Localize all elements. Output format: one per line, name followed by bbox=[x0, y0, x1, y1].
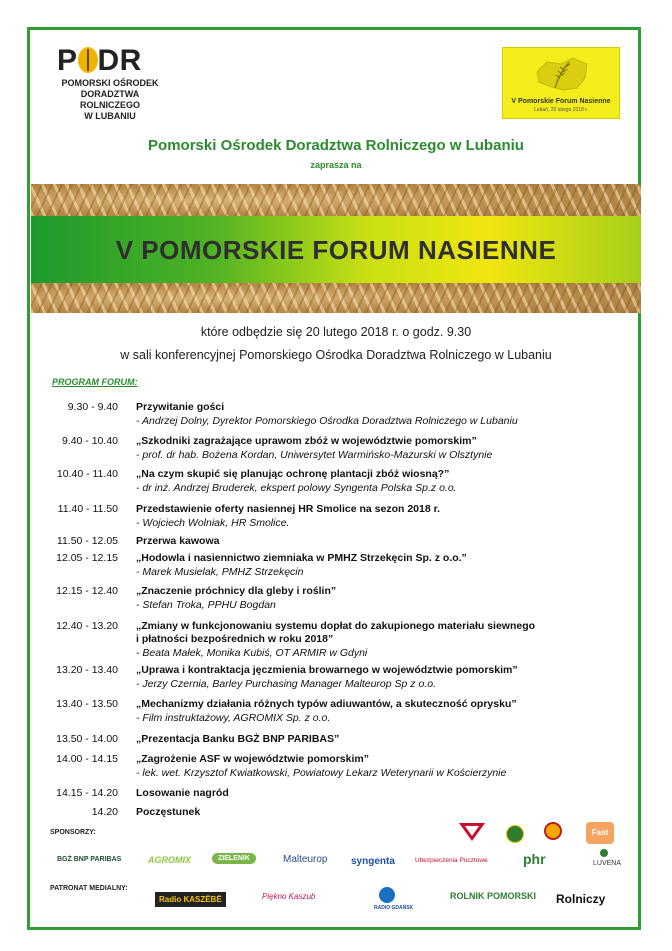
sponsor-zielenik-logo: ZIELENIK bbox=[212, 853, 256, 864]
program-title-line2: i płatności bezpośrednich w roku 2018” bbox=[136, 633, 334, 645]
program-time: 14.15 - 14.20 bbox=[56, 787, 118, 799]
program-speaker: - prof. dr hab. Bożena Kordan, Uniwersytet Warmińsko-Mazurski w Olsztynie bbox=[136, 449, 493, 461]
program-time: 13.50 - 14.00 bbox=[56, 733, 118, 745]
logo-subtitle: POMORSKI OŚRODEK DORADZTWA ROLNICZEGO W LUBANIU bbox=[61, 78, 159, 121]
media-rolnik-pomorski-logo: ROLNIK POMORSKI bbox=[450, 891, 537, 901]
program-title: „Hodowla i nasiennictwo ziemniaka w PMHZ Strzekęcin Sp. z o.o.” bbox=[136, 552, 467, 564]
grain-icon bbox=[78, 47, 98, 73]
program-title: Poczęstunek bbox=[136, 806, 201, 818]
program-time: 14.20 bbox=[91, 806, 118, 818]
program-speaker: - Stefan Troka, PPHU Bogdan bbox=[136, 599, 276, 611]
program-title: Przerwa kawowa bbox=[136, 535, 220, 547]
program-title: „Na czym skupić się planując ochronę plantacji zbóż wiosną?” bbox=[136, 468, 450, 480]
program-title: „Zagrożenie ASF w województwie pomorskim” bbox=[136, 753, 369, 765]
program-time: 10.40 - 11.40 bbox=[56, 468, 118, 480]
program-time: 12.05 - 12.15 bbox=[56, 552, 118, 564]
podr-logo bbox=[57, 44, 177, 122]
program-speaker: - Jerzy Czernia, Barley Purchasing Manager Malteurop Sp z o.o. bbox=[136, 678, 436, 690]
media-patrons-label: PATRONAT MEDIALNY: bbox=[50, 885, 128, 892]
program-time: 12.15 - 12.40 bbox=[56, 585, 118, 597]
program-speaker: - Andrzej Dolny, Dyrektor Pomorskiego Ośrodka Doradztwa Rolniczego w Lubaniu bbox=[136, 415, 518, 427]
program-title: „Szkodniki zagrażające uprawom zbóż w województwie pomorskim” bbox=[136, 435, 477, 447]
program-time: 9.40 - 10.40 bbox=[61, 435, 118, 447]
sponsor-ubezpieczenia-logo: Ubezpieczenia Pocztowe bbox=[415, 857, 488, 864]
grain-strip-top bbox=[31, 184, 641, 216]
program-title: „Zmiany w funkcjonowaniu systemu dopłat do zakupionego materiału siewnego bbox=[136, 620, 536, 632]
program-time: 12.40 - 13.20 bbox=[56, 620, 118, 632]
program-speaker: - Wojciech Wolniak, HR Smolice. bbox=[136, 517, 290, 529]
program-speaker: - dr inż. Andrzej Bruderek, ekspert polowy Syngenta Polska Sp.z o.o. bbox=[136, 482, 457, 494]
program-title: „Mechanizmy działania różnych typów adiuwantów, a skuteczność oprysku” bbox=[136, 698, 517, 710]
event-venue: w sali konferencyjnej Pomorskiego Ośrodka Doradztwa Rolniczego w Lubaniu bbox=[120, 348, 552, 362]
program-title: „Prezentacja Banku BGŻ BNP PARIBAS” bbox=[136, 733, 340, 745]
badge-subtitle: Lubań, 20 lutego 2018 r. bbox=[534, 107, 588, 113]
program-time: 11.40 - 11.50 bbox=[57, 503, 118, 515]
program-title: Przywitanie gości bbox=[136, 401, 225, 413]
badge-title: V Pomorskie Forum Nasienne bbox=[511, 98, 611, 105]
media-radio-gdansk-logo: RADIO GDAŃSK bbox=[374, 905, 414, 911]
invites-text: zaprasza na bbox=[310, 160, 362, 170]
program-time: 9.30 - 9.40 bbox=[67, 401, 118, 413]
event-banner bbox=[31, 216, 641, 283]
forum-badge bbox=[502, 47, 620, 119]
event-date: które odbędzie się 20 lutego 2018 r. o godz. 9.30 bbox=[200, 325, 472, 339]
program-time: 11.50 - 12.05 bbox=[56, 535, 118, 547]
event-title: V POMORSKIE FORUM NASIENNE bbox=[115, 235, 557, 265]
program-title: „Uprawa i kontraktacja jęczmienia browarnego w województwie pomorskim” bbox=[136, 664, 518, 676]
program-label: PROGRAM FORUM: bbox=[52, 377, 138, 387]
sponsor-fast-logo: Fast bbox=[586, 822, 614, 844]
program-time: 13.40 - 13.50 bbox=[56, 698, 118, 710]
sponsors-label: SPONSORZY: bbox=[50, 829, 96, 836]
sponsor-phr-logo: phr bbox=[523, 851, 546, 867]
program-title: „Znaczenie próchnicy dla gleby i roślin” bbox=[136, 585, 337, 597]
media-piekno-kaszub-logo: Piękno Kaszub bbox=[262, 892, 316, 901]
pomerania-map-icon bbox=[533, 54, 591, 96]
program-speaker: - lek. wet. Krzysztof Kwiatkowski, Powiatowy Lekarz Weterynarii w Kościerzynie bbox=[136, 767, 507, 779]
sponsor-triangle-logo bbox=[457, 821, 487, 843]
program-speaker: - Marek Musielak, PMHZ Strzekęcin bbox=[136, 566, 304, 578]
media-rolniczy-logo: Rolniczy bbox=[556, 892, 606, 906]
luvena-leaf-icon bbox=[600, 849, 608, 857]
program-title: Losowanie nagród bbox=[136, 787, 229, 799]
program-time: 14.00 - 14.15 bbox=[56, 753, 118, 765]
sponsor-round-logo-orange bbox=[544, 822, 562, 840]
sponsor-bgz-logo: BGŻ BNP PARIBAS bbox=[57, 856, 122, 863]
program-time: 13.20 - 13.40 bbox=[56, 664, 118, 676]
program-speaker: - Beata Małek, Monika Kubiś, OT ARMIR w Gdyni bbox=[136, 647, 368, 659]
sponsor-luvena-logo: LUVENA bbox=[593, 860, 622, 867]
sponsor-syngenta-logo: syngenta bbox=[351, 856, 395, 867]
grain-strip-bottom bbox=[31, 283, 641, 313]
logo-mark: P DR bbox=[57, 44, 142, 77]
program-speaker: - Film instruktażowy, AGROMIX Sp. z o.o. bbox=[136, 712, 331, 724]
media-radio-kaszebe-logo: Radio KASZËBË bbox=[155, 892, 226, 907]
sponsor-malteurop-logo: Malteurop bbox=[283, 854, 328, 865]
organizer-title: Pomorski Ośrodek Doradztwa Rolniczego w Lubaniu bbox=[148, 137, 524, 154]
program-title: Przedstawienie oferty nasiennej HR Smolice na sezon 2018 r. bbox=[136, 503, 441, 515]
sponsor-round-logo-green bbox=[506, 825, 524, 843]
sponsor-agromix-logo: AGROMIX bbox=[148, 855, 192, 865]
radio-gdansk-icon bbox=[379, 887, 395, 903]
